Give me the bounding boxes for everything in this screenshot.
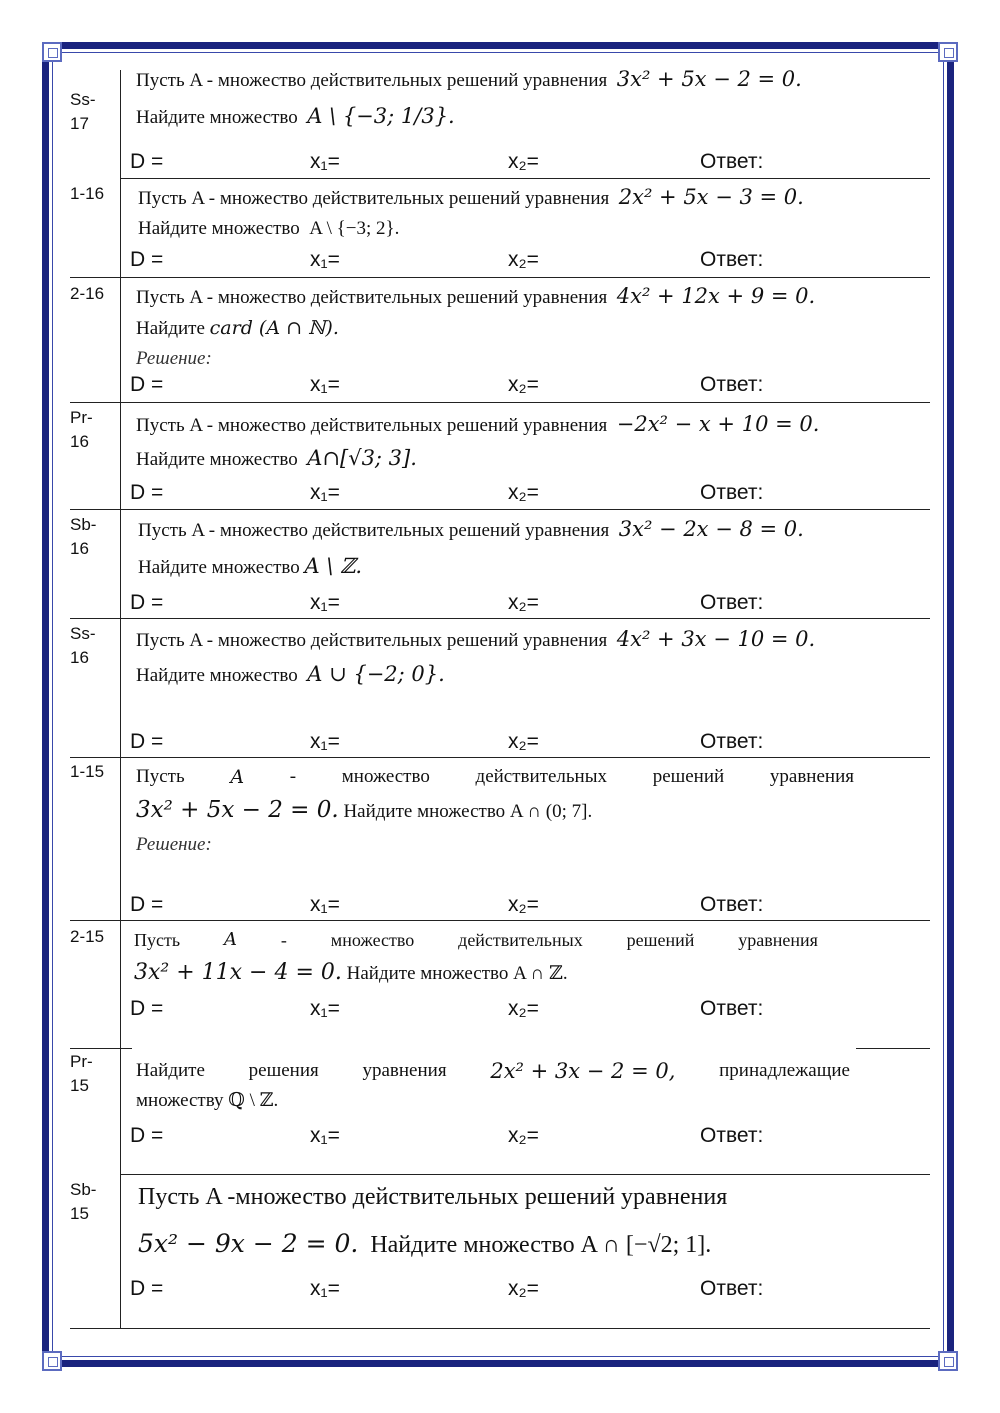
task-word: Пусть <box>134 930 181 950</box>
task-equation: 4x² + 3x − 10 = 0. <box>616 627 816 651</box>
task-code: Ss- 17 <box>70 90 96 133</box>
discriminant-label: D = <box>130 893 164 916</box>
answer-label: Ответ: <box>700 150 764 173</box>
task-code: Pr- 16 <box>70 408 93 451</box>
task-code: 1-15 <box>70 762 105 781</box>
task-word: Пусть <box>136 766 185 787</box>
root2-label: x₂= <box>508 1277 539 1300</box>
task-code: Ss- 16 <box>70 624 96 667</box>
task-1-15 <box>136 762 854 860</box>
discriminant-label: D = <box>130 730 164 753</box>
task-set-expression: A∩[√3; 3]. <box>307 446 417 470</box>
task-word: A <box>223 929 237 950</box>
task-text: Найдите множество <box>138 218 300 239</box>
answer-row <box>130 373 910 401</box>
root2-label: x₂= <box>508 997 539 1020</box>
task-equation: 2x² + 5x − 3 = 0. <box>618 185 804 209</box>
task-text: Найдите множество <box>138 557 300 578</box>
task-sb16 <box>138 514 868 588</box>
task-text: Пусть A - множество действительных решений уравнения <box>136 415 608 436</box>
task-text: Найдите <box>136 318 205 339</box>
root2-label: x₂= <box>508 730 539 753</box>
task-text: Найдите множество <box>136 107 298 128</box>
answer-label: Ответ: <box>700 997 764 1020</box>
root2-label: x₂= <box>508 893 539 916</box>
task-text: Найдите множество <box>136 449 298 470</box>
column-divider <box>120 70 121 1328</box>
root1-label: x₁= <box>310 373 340 396</box>
answer-row <box>130 150 910 178</box>
discriminant-label: D = <box>130 150 164 173</box>
task-text: Найдите множество A ∩ [−√2; 1]. <box>370 1232 712 1258</box>
task-set-expression: A ∪ {−2; 0}. <box>307 662 445 686</box>
task-text: Пусть A - множество действительных решений уравнения <box>136 630 608 651</box>
row-divider <box>70 277 930 278</box>
row-divider <box>70 509 930 510</box>
answer-label: Ответ: <box>700 481 764 504</box>
task-word: решения <box>248 1060 319 1081</box>
task-text: Найдите множество <box>136 665 298 686</box>
solution-label: Решение: <box>136 834 212 855</box>
task-set-expression: A \ {−3; 2}. <box>309 218 400 239</box>
task-word: принадлежащие <box>719 1060 850 1081</box>
task-equation: 3x² − 2x − 8 = 0. <box>618 517 804 541</box>
root1-label: x₁= <box>310 893 340 916</box>
task-pr15 <box>136 1056 850 1116</box>
task-1-16 <box>138 182 868 244</box>
root1-label: x₁= <box>310 997 340 1020</box>
task-word: множество <box>341 766 430 787</box>
task-code: Sb- 15 <box>70 1180 97 1223</box>
task-text: Найдите множество A ∩ (0; 7]. <box>343 801 593 822</box>
root2-label: x₂= <box>508 373 539 396</box>
root1-label: x₁= <box>310 150 340 173</box>
task-word: действительных <box>475 766 607 787</box>
answer-label: Ответ: <box>700 1277 764 1300</box>
row-divider <box>120 178 930 179</box>
answer-row <box>130 481 910 509</box>
task-sb15 <box>138 1176 898 1271</box>
task-pr16 <box>136 409 866 477</box>
task-equation: 5x² − 9x − 2 = 0. <box>138 1229 359 1258</box>
task-equation: 3x² + 5x − 2 = 0. <box>616 67 802 91</box>
discriminant-label: D = <box>130 373 164 396</box>
task-text: Пусть A - множество действительных решений уравнения <box>136 70 608 91</box>
task-text: Пусть A - множество действительных решений уравнения <box>138 188 610 209</box>
corner-ornament-bottom-right <box>938 1351 958 1371</box>
answer-label: Ответ: <box>700 730 764 753</box>
root2-label: x₂= <box>508 150 539 173</box>
task-equation: 3x² + 5x − 2 = 0. <box>136 797 339 823</box>
row-divider <box>856 1048 930 1049</box>
task-code: Pr- 15 <box>70 1052 93 1095</box>
task-ss17 <box>136 64 866 138</box>
task-equation: 2x² + 3x − 2 = 0, <box>490 1059 676 1083</box>
task-text: Пусть A -множество действительных решений уравнения <box>138 1184 728 1210</box>
corner-ornament-top-right <box>938 42 958 62</box>
root2-label: x₂= <box>508 481 539 504</box>
root1-label: x₁= <box>310 1277 340 1300</box>
row-divider <box>70 1048 132 1049</box>
task-set-expression: A \ ℤ. <box>304 554 363 578</box>
task-text: Найдите множество A ∩ ℤ. <box>346 963 568 984</box>
answer-label: Ответ: <box>700 1124 764 1147</box>
task-text: Пусть A - множество действительных решений уравнения <box>136 287 608 308</box>
root2-label: x₂= <box>508 591 539 614</box>
task-set-expression: card (A ∩ ℕ). <box>209 317 339 339</box>
task-ss16 <box>136 624 866 694</box>
task-2-15 <box>134 925 818 992</box>
task-2-16 <box>136 281 866 374</box>
task-code: 1-16 <box>70 184 105 203</box>
discriminant-label: D = <box>130 591 164 614</box>
root2-label: x₂= <box>508 1124 539 1147</box>
answer-label: Ответ: <box>700 893 764 916</box>
task-word: уравнения <box>769 766 854 787</box>
solution-label: Решение: <box>136 348 212 369</box>
root1-label: x₁= <box>310 481 340 504</box>
row-divider <box>70 1328 930 1329</box>
task-word: решений <box>626 930 695 950</box>
corner-ornament-top-left <box>42 42 62 62</box>
answer-label: Ответ: <box>700 248 764 271</box>
answer-row <box>130 591 910 619</box>
answer-row <box>130 997 910 1025</box>
answer-label: Ответ: <box>700 373 764 396</box>
answer-label: Ответ: <box>700 591 764 614</box>
answer-row <box>130 1124 910 1152</box>
discriminant-label: D = <box>130 481 164 504</box>
task-word: множество <box>330 930 415 950</box>
task-equation: −2x² − x + 10 = 0. <box>616 412 820 436</box>
row-divider <box>70 402 930 403</box>
task-word: A <box>230 766 245 788</box>
root1-label: x₁= <box>310 591 340 614</box>
answer-row <box>130 1277 910 1305</box>
task-word: Найдите <box>136 1060 205 1081</box>
task-equation: 3x² + 11x − 4 = 0. <box>134 960 342 985</box>
task-equation: 4x² + 12x + 9 = 0. <box>616 284 816 308</box>
discriminant-label: D = <box>130 1277 164 1300</box>
task-code: 2-16 <box>70 284 105 303</box>
task-code: 2-15 <box>70 927 105 946</box>
task-word: - <box>280 930 287 950</box>
discriminant-label: D = <box>130 248 164 271</box>
task-word: действительных <box>458 930 583 950</box>
answer-row <box>130 893 910 921</box>
discriminant-label: D = <box>130 997 164 1020</box>
task-word: уравнения <box>738 930 818 950</box>
task-word: - <box>289 766 297 787</box>
root1-label: x₁= <box>310 730 340 753</box>
root2-label: x₂= <box>508 248 539 271</box>
task-word: уравнения <box>362 1060 447 1081</box>
answer-row <box>130 248 910 276</box>
answer-row <box>130 730 910 758</box>
task-code: Sb- 16 <box>70 515 97 558</box>
task-text: Пусть A - множество действительных решений уравнения <box>138 520 610 541</box>
task-text: множеству ℚ \ ℤ. <box>136 1090 279 1111</box>
discriminant-label: D = <box>130 1124 164 1147</box>
task-set-expression: A \ {−3; 1/3}. <box>307 104 455 128</box>
row-divider <box>120 1174 930 1175</box>
task-word: решений <box>652 766 725 787</box>
root1-label: x₁= <box>310 1124 340 1147</box>
root1-label: x₁= <box>310 248 340 271</box>
corner-ornament-bottom-left <box>42 1351 62 1371</box>
